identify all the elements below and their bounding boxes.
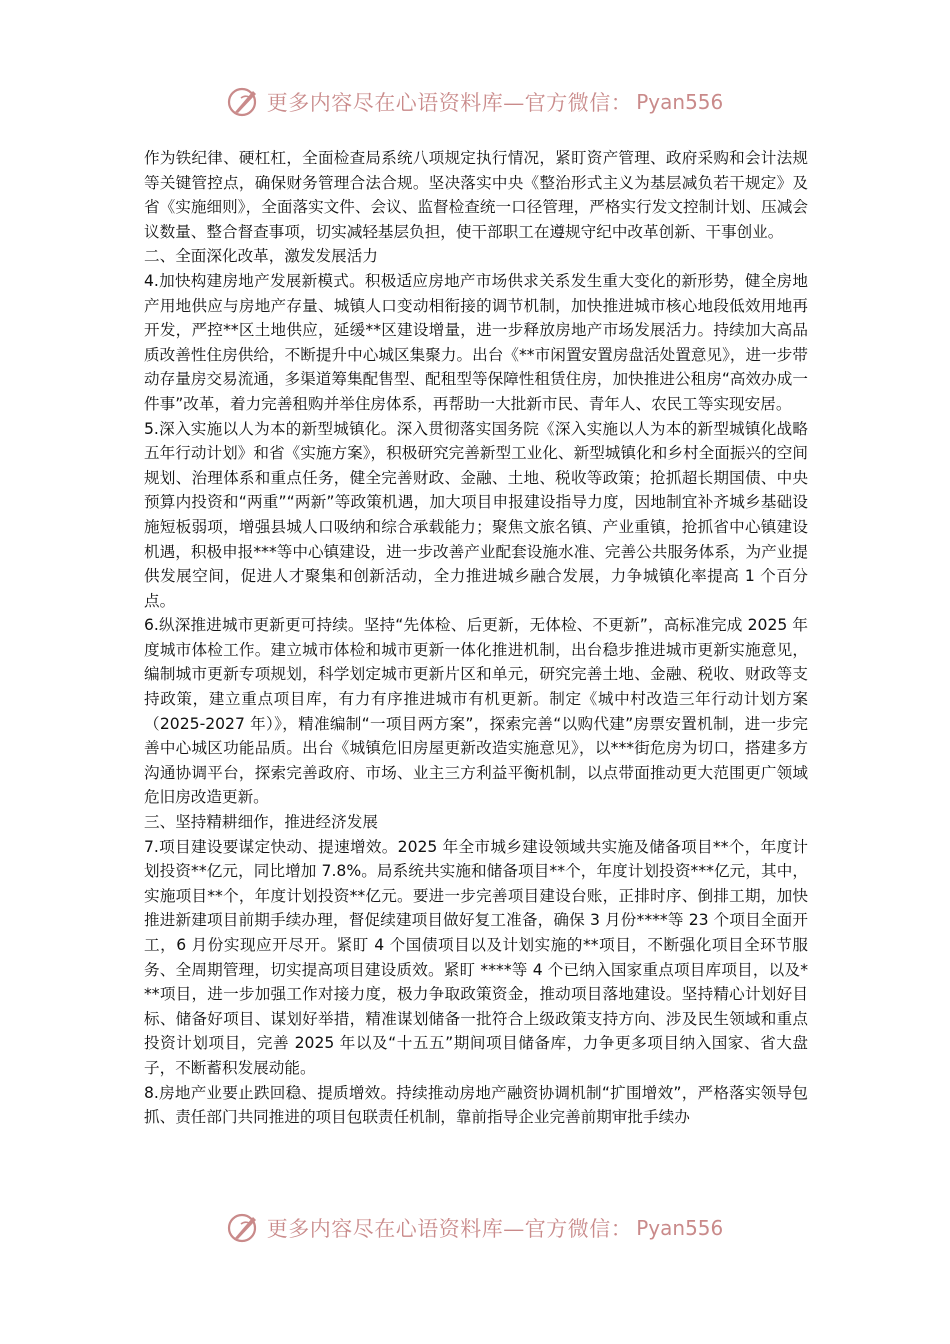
document-body — [144, 146, 808, 1130]
paragraph: 4.加快构建房地产发展新模式。积极适应房地产市场供求关系发生重大变化的新形势，健全房地产用地供应与房地产存量、城镇人口变动相衔接的调节机制，加快推进城市核心地段低效用地再开发，严控**区土地供应，延缓**区建设增量，进一步释放房地产市场发展活力。持续加大高品质改善性住房供给，不断提升中心城区集聚力。出台《**市闲置安置房盘活处置意见》，进一步带动存量房交易流通，多渠道筹集配售型、配租型等保障性租赁住房，加快推进公租房“高效办成一件事”改革，着力完善租购并举住房体系，再帮助一大批新市民、青年人、农民工等实现安居。 — [144, 271, 808, 413]
section-heading: 二、全面深化改革，激发发展活力 — [144, 247, 378, 266]
watermark-text: 更多内容尽在心语资料库—官方微信： — [266, 1217, 633, 1241]
section-heading: 三、坚持精耕细作，推进经济发展 — [144, 813, 378, 832]
paragraph: 作为铁纪律、硬杠杠，全面检查局系统八项规定执行情况，紧盯资产管理、政府采购和会计法规等关键管控点，确保财务管理合法合规。坚决落实中央《整治形式主义为基层减负若干规定》及省《实施细则》，全面落实文件、会议、监督检查统一口径管理，严格实行发文控制计划、压减会议数量、整合督查事项，切实减轻基层负担，使干部职工在遵规守纪中改革创新、干事创业。 — [144, 149, 808, 241]
watermark-header — [0, 82, 950, 122]
watermark-footer — [0, 1208, 950, 1248]
paragraph: 7.项目建设要谋定快动、提速增效。2025 年全市城乡建设领域共实施及储备项目**个，年度计划投资**亿元，同比增加 7.8%。局系统共实施和储备项目**个，年度计划投资***亿元，其中，实施项目**个，年度计划投资**亿元。要进一步完善项目建设台账，正排时序、倒排工期，加快推进新建项目前期手续办理，督促续建项目做好复工准备，确保 3 月份****等 23 个项目全面开工，6 月份实现应开尽开。紧盯 4 个国债项目以及计划实施的**项目，不断强化项目全环节服务、全周期管理，切实提高项目建设质效。紧盯 ****等 4 个已纳入国家重点项目库项目，以及***项目，进一步加强工作对接力度，极力争取政策资金，推动项目落地建设。坚持精心计划好目标、储备好项目、谋划好举措，精准谋划储备一批符合上级政策支持方向、涉及民生领域和重点投资计划项目，完善 2025 年以及“十五五”期间项目储备库，力争更多项目纳入国家、省大盘子，不断蓄积发展动能。 — [144, 837, 808, 1077]
paragraph: 8.房地产业要止跌回稳、提质增效。持续推动房地产融资协调机制“扩围增效”，严格落实领导包抓、责任部门共同推进的项目包联责任机制，靠前指导企业完善前期审批手续办 — [144, 1083, 808, 1127]
paragraph: 5.深入实施以人为本的新型城镇化。深入贯彻落实国务院《深入实施以人为本的新型城镇化战略五年行动计划》和省《实施方案》，积极研究完善新型工业化、新型城镇化和乡村全面振兴的空间规划、治理体系和重点任务，健全完善财政、金融、土地、税收等政策；抢抓超长期国债、中央预算内投资和“两重”“两新”等政策机遇，加大项目申报建设指导力度，因地制宜补齐城乡基础设施短板弱项，增强县城人口吸纳和综合承载能力；聚焦文旅名镇、产业重镇，抢抓省中心镇建设机遇，积极申报***等中心镇建设，进一步改善产业配套设施水准、完善公共服务体系，为产业提供发展空间，促进人才聚集和创新活动，全力推进城乡融合发展，力争城镇化率提高 1 个百分点。 — [144, 419, 808, 610]
quill-logo-icon — [227, 1211, 261, 1245]
watermark-wechat-id: Pyan556 — [636, 1216, 724, 1240]
paragraph: 6.纵深推进城市更新更可持续。坚持“先体检、后更新，无体检、不更新”，高标准完成 2025 年度城市体检工作。建立城市体检和城市更新一体化推进机制，出台稳步推进城市更新实施意见，编制城市更新专项规划，科学划定城市更新片区和单元，研究完善土地、金融、税收、财政等支持政策，建立重点项目库，有力有序推进城市有机更新。制定《城中村改造三年行动计划方案（2025-2027 年）》，精准编制“一项目两方案”，探索完善“以购代建”房票安置机制，进一步完善中心城区功能品质。出台《城镇危旧房屋更新改造实施意见》，以***街危房为切口，搭建多方沟通协调平台，探索完善政府、市场、业主三方利益平衡机制，以点带面推动更大范围更广领域危旧房改造更新。 — [144, 616, 808, 807]
quill-logo-icon — [227, 85, 261, 119]
watermark-text: 更多内容尽在心语资料库—官方微信： — [266, 91, 633, 115]
watermark-wechat-id: Pyan556 — [636, 90, 724, 114]
